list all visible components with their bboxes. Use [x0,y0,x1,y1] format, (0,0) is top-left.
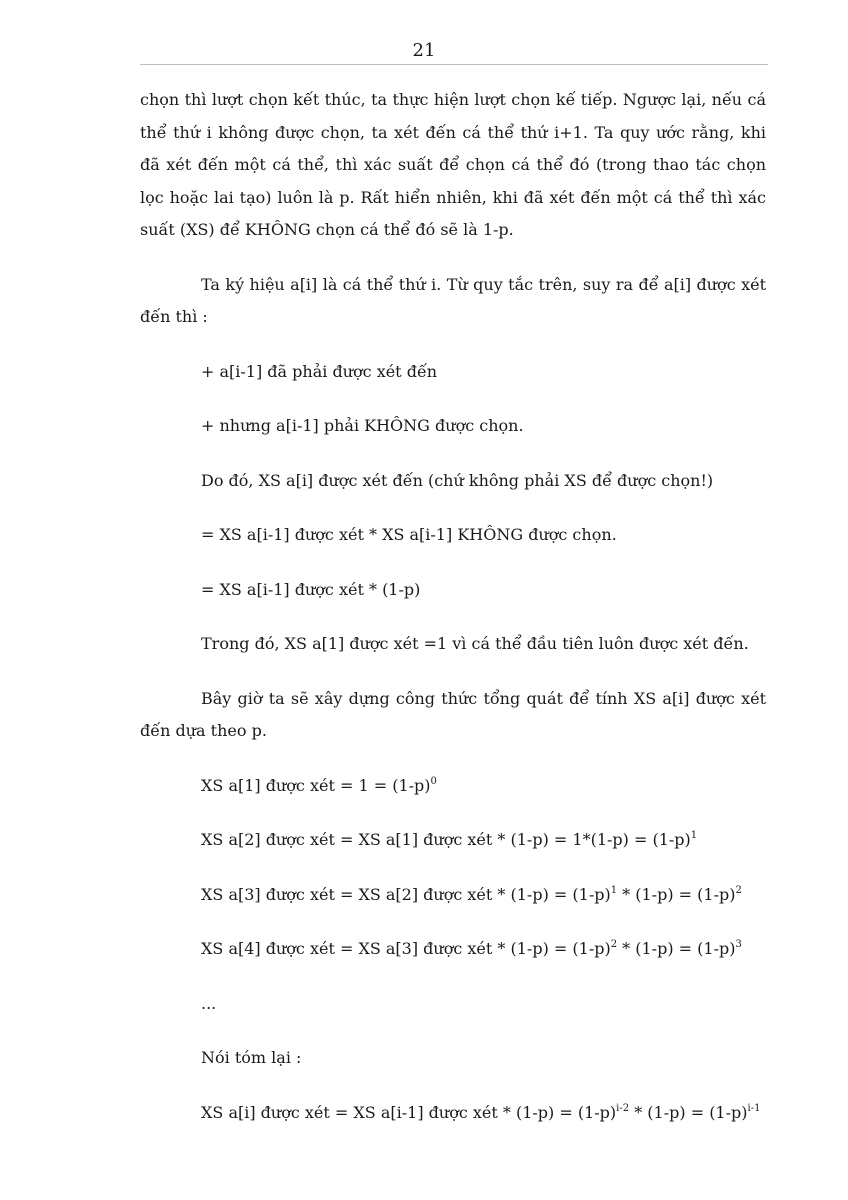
formula-a1: XS a[1] được xét = $1 = (1-p)^0$ [201,775,437,795]
summary-label: Nói tóm lại : [201,1048,302,1067]
formula-a4: XS a[4] được xét = XS a[3] được xét * $(1-p) = (1-p)^2 * (1-p) = (1-p)^3$ [201,939,742,958]
formula-a3: XS a[3] được xét = XS a[2] được xét * $(1-p) = (1-p)^1 * (1-p) = (1-p)^2$ [201,884,742,904]
condition-not-chosen: + nhưng a[i-1] phải KHÔNG được chọn. [201,416,524,435]
header-rule [140,64,768,65]
equation-step-2: = XS a[i-1] được xét * (1-p) [201,579,421,599]
formula-general: XS a[i] được xét = XS a[i-1] được xét * $(1-p) = (1-p)^{i-2} * (1-p) = (1-p)^{i-1}$ [201,1102,761,1122]
page-body [140,84,766,1129]
ellipsis: ... [201,993,217,1013]
therefore-line: Do đó, XS a[i] được xét đến (chứ không phải XS để được chọn!) [201,470,714,490]
page-number: 21 [412,40,436,61]
paragraph-general-formula: Bây giờ ta sẽ xây dựng công thức tổng quát để tính XS a[i] được xét đến dựa theo p. [140,688,766,740]
equation-step-1: = XS a[i-1] được xét * XS a[i-1] KHÔNG được chọn. [201,525,617,544]
paragraph-notation: Ta ký hiệu a[i] là cá thể thứ i. Từ quy tắc trên, suy ra để a[i] được xét đến thì : [140,274,766,326]
base-case-line: Trong đó, XS a[1] được xét =1 vì cá thể đầu tiên luôn được xét đến. [201,634,749,653]
formula-a2: XS a[2] được xét = XS a[1] được xét * $(1-p) = 1*(1-p) = (1-p)^1$ [201,830,698,849]
paragraph-probability-convention: chọn thì lượt chọn kết thúc, ta thực hiện lượt chọn kế tiếp. Ngược lại, nếu cá thể thứ i không được chọn, ta xét đến cá thể thứ i+1. Ta quy ước rằng, khi đã xét đến một cá thể, thì xác suất để chọn cá thể đó (trong thao tác chọn lọc hoặc lai tạo) luôn là p. Rất hiển nhiên, khi đã xét đến một cá thể thì xác suất (XS) để KHÔNG chọn cá thể đó sẽ là 1-p. [140,90,766,239]
condition-considered: + a[i-1] đã phải được xét đến [201,361,438,381]
